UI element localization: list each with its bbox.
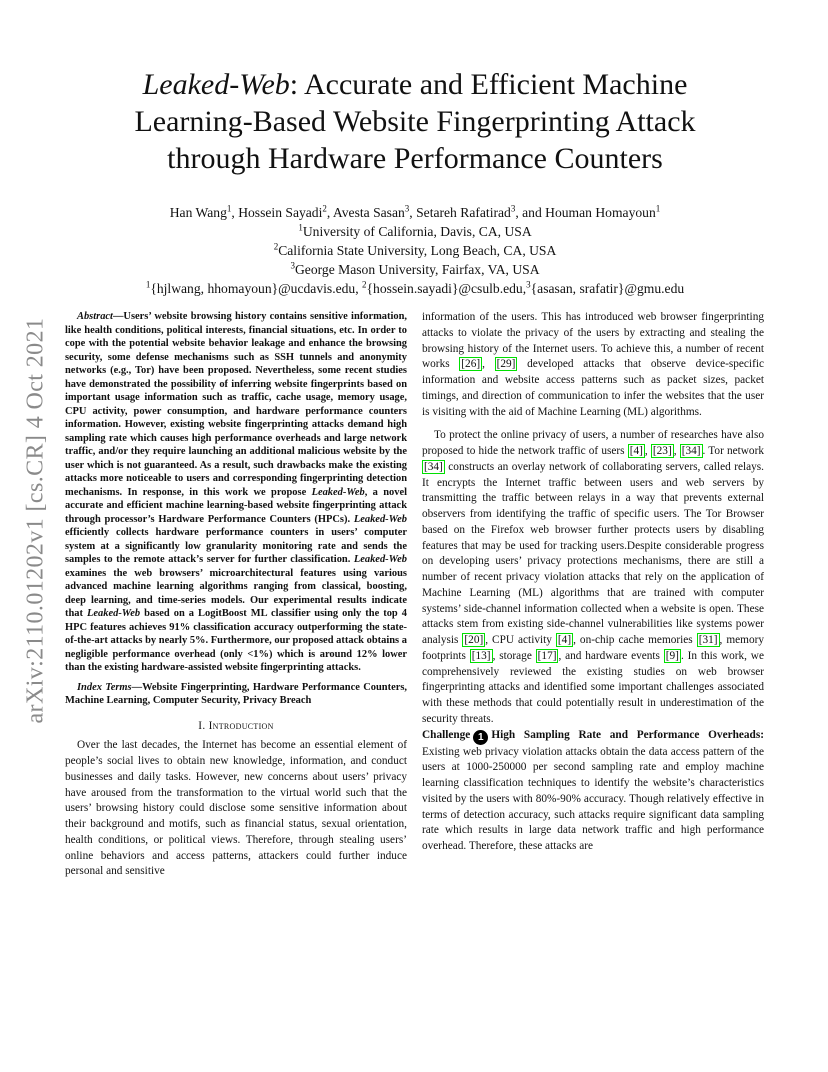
- abstract: Abstract—Users’ website browsing history contains sensitive information, like health conditions, political interests, financial situations, etc. In order to cope with the potential website behavior leakage and enhance the browsing security, some defense mechanisms such as SSH tunnels and anonymity networks (e.g., Tor) have been proposed. Nevertheless, some recent studies have demonstrated the possibility of inferring website fingerprints based on important usage information such as traffic, cache usage, memory usage, CPU activity, power consumption, and hardware performance counters information. However, existing website fingerprinting attacks demand high sampling rate which causes high performance overheads and large network traffic, and/or they require launching an additional malicious website by the user which is not guaranteed. As a result, such drawbacks make the existing attacks more noticeable to users and corresponding fingerprinting detection mechanisms. In response, in this work we propose Leaked-Web, a novel accurate and efficient machine learning-based website fingerprinting attack through processor’s Hardware Performance Counters (HPCs). Leaked-Web efficiently collects hardware performance counters in users’ computer system at a significantly low granularity monitoring rate and sends the samples to the remote attack’s server for further classification. Leaked-Web examines the web browsers’ microarchitectural features using various advanced machine learning algorithms ranging from classical, boosting, deep learning, and time-series models. Our experimental results indicate that Leaked-Web based on a LogitBoost ML classifier using only the top 4 HPC features achieves 91% classification accuracy outperforming the state-of-the-art attacks by nearly 5%. Furthermore, our proposed attack obtains a negligible performance overhead (only <1%) which is around 12% lower than the existing hardware-assisted website fingerprinting attacks.: [65, 311, 408, 673]
- author-emails: $^1${hjlwang, hhomayoun}@ucdavis.edu, $^2${hossein.sayadi}@csulb.edu,$^3${asasan, srafatir}@gmu.edu: [145, 279, 685, 296]
- author-names: Han Wang$^1$, Hossein Sayadi$^2$, Avesta Sasan$^3$, Setareh Rafatirad$^3$, and Houman Homayoun$^1$: [169, 203, 661, 220]
- challenge-paragraph: Challenge 1 High Sampling Rate and Performance Overheads: Existing web privacy violation attacks obtain the data access pattern of the users at 1000-250000 per second sampling rate and employ machine learning classification techniques to identify the website’s characteristics visited by the users with 80%-90% accuracy. Though relatively effective in terms of detection accuracy, such attacks require significant data sampling rate which results in large data network traffic and high performance overhead. Therefore, these attacks are: [422, 728, 764, 852]
- section-heading-introduction: I. Introduction: [198, 719, 274, 732]
- index-terms: Index Terms—Website Fingerprinting, Hardware Performance Counters, Machine Learning, Computer Security, Privacy Breach: [65, 681, 408, 706]
- citation-link[interactable]: [29]: [496, 358, 516, 371]
- citation-link[interactable]: [34]: [681, 445, 701, 457]
- title-line2: Learning-Based Website Fingerprinting Attack: [134, 105, 696, 138]
- citation-link[interactable]: [4]: [629, 445, 643, 457]
- challenge-label: Challenge: [422, 728, 471, 741]
- challenge-title: High Sampling Rate and Performance Overheads:: [491, 728, 764, 741]
- affiliation-2: $^2$California State University, Long Beach, CA, USA: [273, 241, 557, 258]
- arxiv-identifier: arXiv:2110.01202v1 [cs.CR] 4 Oct 2021: [22, 317, 49, 724]
- title-italic: Leaked-Web: [142, 68, 290, 101]
- citation-link[interactable]: [13]: [471, 649, 491, 662]
- citation-link[interactable]: [9]: [665, 649, 679, 662]
- paper-title: [60, 66, 770, 177]
- citation-link[interactable]: [34]: [424, 460, 443, 473]
- right-column: [422, 310, 764, 855]
- citation-link[interactable]: [17]: [537, 649, 557, 662]
- right-paragraph-1: information of the users. This has introduced web browser fingerprinting attacks to violate the privacy of the users by extracting and stealing the browsing history of the Internet users. To achieve this, a number of recent works [26] , [29] developed attacks that observe device-specific information and website access patterns such as packet sizes, packet timings, and direction of communication to infer the websites that the user is visiting with the aid of Machine Learning (ML) algorithms.: [422, 311, 764, 418]
- citation-link[interactable]: [20]: [464, 634, 484, 646]
- right-paragraph-2: To protect the online privacy of users, a number of researches have also proposed to hide the network traffic of users [4] , [23] , [34] . Tor network [34] constructs an overlay network of collaborating servers, called relays. It encrypts the Internet traffic between users and web servers by transmitting the traffic between relays in a way that prevents external observers from identifying the traffic of specific users. The Tor Browser based on the Firefox web browser further protects users by disabling features that may be used for tracking users.Despite considerable progress on developing users’ privacy protections mechanisms, there are still a number of recent privacy violation attacks that rely on the application of Machine Learning (ML) algorithms that are trained with computer systems’ side-channel information collected when a website is open. These attacks stem from existing side-channel vulnerabilities like systems power analysis [20] , CPU activity [4] , on-chip cache memories [31] , memory footprints [13] , storage [17] , and hardware events [9] . In this work, we comprehensively reviewed the existing studies on web browser fingerprinting attacks and identified some important challenges associated with these methods that could potentially result in underestimation of the security threats.: [422, 429, 765, 725]
- title-line1: : Accurate and Efficient Machine: [289, 68, 688, 101]
- challenge-number-badge: 1: [473, 730, 488, 745]
- citation-link[interactable]: [23]: [652, 445, 672, 457]
- affiliation-3: $^3$George Mason University, Fairfax, VA, USA: [290, 260, 540, 277]
- intro-paragraph-1: Over the last decades, the Internet has become an essential element of people’s social lives to obtain new knowledge, information, and conduct businesses and daily tasks. However, new concerns about users’ privacy have aroused from the transformation to the virtual world such that the users’ browsing history could disclose some sensitive information about their background and motifs, such as financial status, sexual orientation, health conditions, or political views. Therefore, through stealing users’ online behaviors and access patterns, attackers could further induce personal and sensitive: [65, 739, 407, 878]
- author-block: [60, 203, 770, 298]
- title-line3: through Hardware Performance Counters: [167, 142, 663, 175]
- index-terms-label: Index Terms: [77, 681, 132, 693]
- affiliation-1: $^1$University of California, Davis, CA, USA: [298, 222, 532, 239]
- citation-link[interactable]: [31]: [698, 634, 718, 646]
- left-column: [65, 310, 407, 880]
- citation-link[interactable]: [4]: [557, 634, 572, 646]
- abstract-label: Abstract: [77, 311, 113, 322]
- citation-link[interactable]: [26]: [461, 358, 481, 371]
